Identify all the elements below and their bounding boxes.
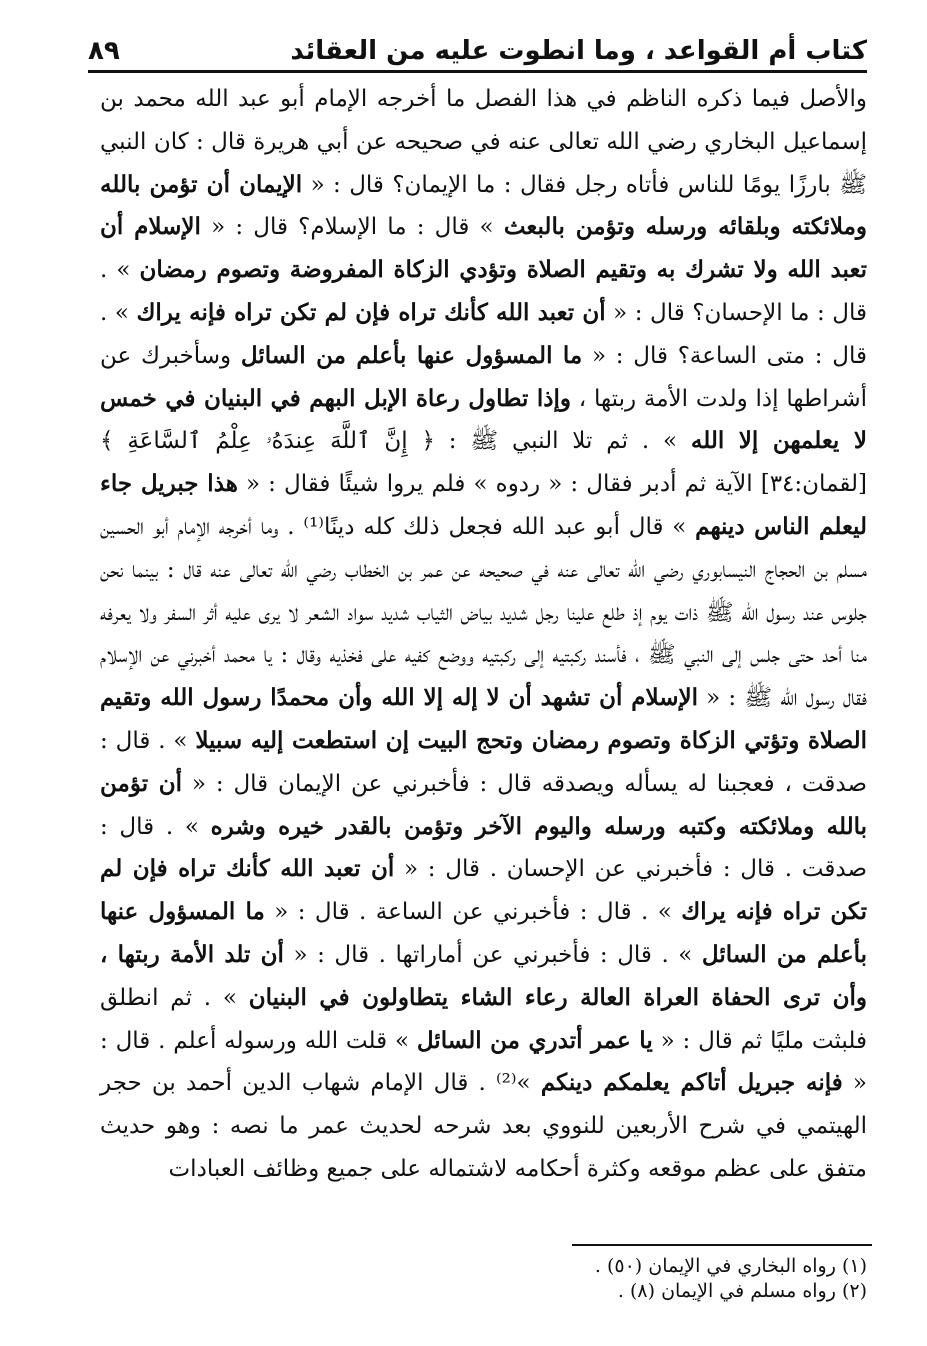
- body-paragraph: [100, 78, 867, 1191]
- hadith-quote: وإذا تطاول رعاة الإبل البهم في البنيان في خمس لا يعلمهن إلا الله: [100, 384, 867, 455]
- hadith-quote: ما المسؤول عنها بأعلم من السائل: [240, 341, 583, 369]
- footnotes: [367, 1254, 867, 1304]
- hadith-quote: أن تلد الأمة ربتها ، وأن ترى الحفاة العراة العالة رعاء الشاء يتطاولون في البنيان: [100, 940, 867, 1011]
- body-segment: وسأخبرك عن أشراطها إذا ولدت الأمة ربتها ،: [100, 342, 867, 412]
- body-segment: » . ثم تلا النبي ﷺ : ﴿ إِنَّ ٱللَّهَ عِندَهُۥ عِلْمُ ٱلسَّاعَةِ ﴾ [لقمان:٣٤] الآية ثم أدبر فقال : « ردوه » فلم يروا شيئًا فقال : «: [100, 428, 867, 498]
- page-number: ٨٩: [88, 36, 120, 66]
- body-segment: » . قال : صدقت ، فعجبنا له يسأله ويصدقه قال : فأخبرني عن الإيمان قال : «: [100, 727, 868, 797]
- hadith-quote: الإسلام أن تعبد الله ولا تشرك به وتقيم الصلاة وتؤدي الزكاة المفروضة وتصوم رمضان: [100, 213, 867, 284]
- hadith-quote: ما المسؤول عنها بأعلم من السائل: [100, 898, 868, 968]
- body-segment: »⁽²⁾ . قال الإمام شهاب الدين أحمد بن حجر الهيتمي في شرح الأربعين للنووي بعد شرحه لحديث عمر ما نصه : وهو حديث متفق على عظم موقعه وكثرة أحكامه لاشتماله على جميع وظائف العبادات: [100, 1070, 867, 1182]
- page-header: [88, 22, 867, 73]
- main-text: [100, 78, 867, 1191]
- hadith-quote: يا عمر أتدري من السائل: [416, 1026, 653, 1054]
- body-segment: » . ثم انطلق فلبثت مليًا ثم قال : «: [100, 984, 867, 1054]
- body-segment: » قال : ما الإسلام؟ قال : «: [200, 214, 504, 241]
- hadith-quote: أن تؤمن بالله وملائكته وكتبه ورسله واليوم الآخر وتؤمن بالقدر خيره وشره: [100, 769, 868, 840]
- hadith-quote: هذا جبريل جاء ليعلم الناس دينهم: [100, 470, 868, 540]
- footnote-1: (١) رواه البخاري في الإيمان (٥٠) .: [594, 1255, 867, 1277]
- hadith-quote: أن تعبد الله كأنك تراه فإن لم تكن تراه فإنه يراك: [100, 855, 868, 926]
- running-title: كتاب أم القواعد ، وما انطوت عليه من العقائد: [290, 36, 867, 66]
- footnote-separator: [572, 1244, 872, 1246]
- body-segment: » قال أبو عبد الله فجعل ذلك كله دينًا⁽¹⁾ . وما أخرجه الإمام أبو الحسين مسلم بن الحجاج النيسابوري رضي الله تعالى عنه في صحيحه عن عمر بن الخطاب رضي الله تعالى عنه قال : بينما نحن جلوس عند رسول الله ﷺ ذات يوم إذ طلع علينا رجل شديد بياض الثياب شديد سواد الشعر لا يرى عليه أثر السفر ولا يعرفه منا أحد حتى جلس إلى النبي ﷺ ، فأسند ركبتيه إلى ركبتيه ووضع كفيه على فخذيه وقال : يا محمد أخبرني عن الإسلام فقال رسول الله ﷺ : «: [100, 513, 867, 712]
- body-segment: » . قال : صدقت . قال : فأخبرني عن الإحسان . قال : «: [100, 813, 867, 883]
- hadith-quote: الإيمان أن تؤمن بالله وملائكته وبلقائه ورسله وتؤمن بالبعث: [100, 170, 867, 241]
- body-segment: » . قال : فأخبرني عن أماراتها . قال : «: [283, 941, 702, 968]
- body-segment: » . قال : ما الإحسان؟ قال : «: [100, 257, 867, 326]
- body-segment: » . قال : فأخبرني عن الساعة . قال : «: [264, 899, 682, 926]
- hadith-quote: أن تعبد الله كأنك تراه فإن لم تكن تراه فإنه يراك: [136, 298, 606, 326]
- footnote-2: (٢) رواه مسلم في الإيمان (٨) .: [617, 1280, 867, 1302]
- body-segment: والأصل فيما ذكره الناظم في هذا الفصل ما أخرجه الإمام أبو عبد الله محمد بن إسماعيل البخاري رضي الله تعالى عنه في صحيحه عن أبي هريرة قال : كان النبي ﷺ بارزًا يومًا للناس فأتاه رجل فقال : ما الإيمان؟ قال : «: [100, 86, 867, 198]
- body-segment: » . قال : متى الساعة؟ قال : «: [100, 299, 867, 369]
- body-segment: » قلت الله ورسوله أعلم . قال : «: [100, 1027, 867, 1097]
- hadith-quote: فإنه جبريل أتاكم يعلمكم دينكم: [540, 1069, 843, 1097]
- hadith-quote: الإسلام أن تشهد أن لا إله إلا الله وأن محمدًا رسول الله وتقيم الصلاة وتؤتي الزكاة وتصوم رمضان وتحج البيت إن استطعت إليه سبيلا: [100, 684, 867, 754]
